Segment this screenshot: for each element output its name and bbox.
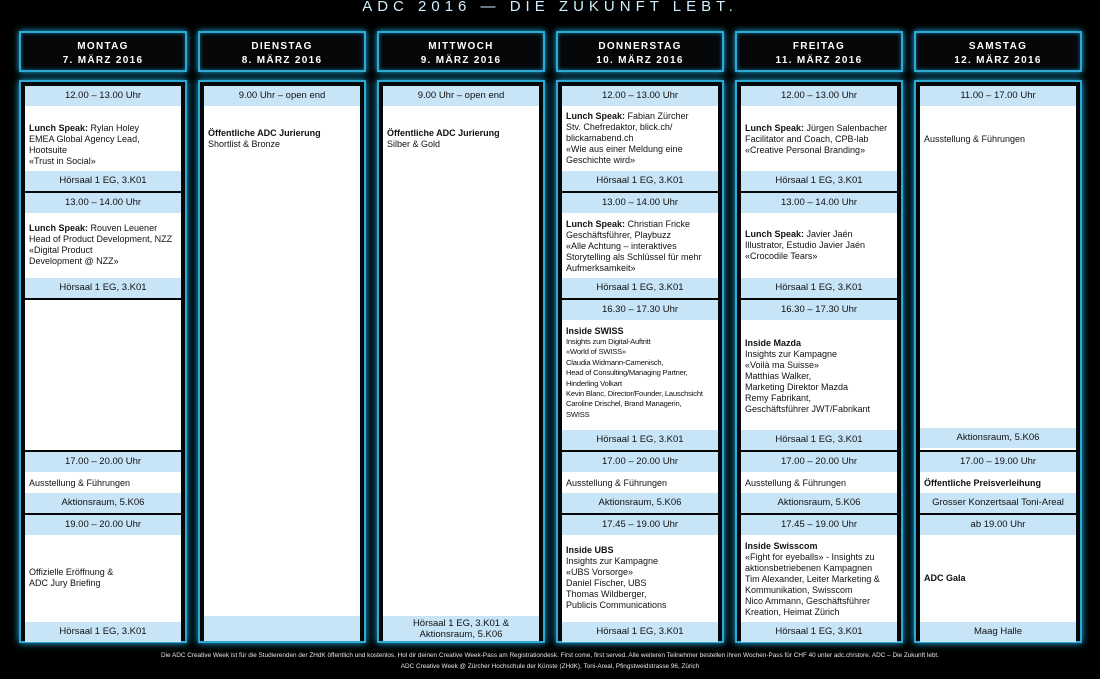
event-label: Öffentliche Preisverleihung <box>924 478 1042 488</box>
time-bar: 17.45 – 19.00 Uhr <box>741 515 897 535</box>
event-line: Thomas Wildberger, <box>566 589 647 599</box>
event-label: Inside Mazda <box>745 338 802 348</box>
event-line: Shortlist & Bronze <box>208 139 281 149</box>
event-label: Inside SWISS <box>566 326 624 336</box>
event-line: Nico Ammann, Geschäftsführer <box>745 596 871 606</box>
event-label: Öffentliche ADC Jurierung <box>208 128 321 138</box>
day-date: 9. MÄRZ 2016 <box>420 55 502 66</box>
event-line: «Fight for eyeballs» - Insights zu <box>745 552 875 562</box>
event-slot <box>25 450 181 513</box>
day-date: 12. MÄRZ 2016 <box>954 55 1042 66</box>
event-line: Geschichte wird» <box>566 155 636 165</box>
event-label: Lunch Speak: <box>29 223 89 233</box>
event-details <box>745 338 894 415</box>
day-date: 8. MÄRZ 2016 <box>241 55 323 66</box>
time-bar: 13.00 – 14.00 Uhr <box>562 193 718 213</box>
location-bar: Maag Halle <box>920 622 1076 642</box>
location-line: Hörsaal 1 EG, 3.K01 & <box>412 618 510 629</box>
event-line: Claudia Widmann-Camenisch, <box>566 357 664 367</box>
event-line: Marketing Direktor Mazda <box>745 382 849 392</box>
event-details <box>29 123 178 167</box>
schedule-column-friday <box>735 80 903 643</box>
event-slot <box>741 298 897 450</box>
event-details <box>566 111 715 166</box>
event-line: Kreation, Heimat Zürich <box>745 607 840 617</box>
location-bar: Aktionsraum, 5.K06 <box>920 428 1076 448</box>
day-date: 11. MÄRZ 2016 <box>775 55 863 66</box>
time-bar: 16.30 – 17.30 Uhr <box>562 300 718 320</box>
event-line: Publicis Communications <box>566 600 667 610</box>
time-bar: 17.00 – 20.00 Uhr <box>741 452 897 472</box>
day-header-friday <box>735 31 903 72</box>
event-slot <box>920 513 1076 641</box>
schedule-column-saturday <box>914 80 1082 643</box>
speaker-name: Fabian Zürcher <box>625 111 689 121</box>
event-line: «Digital Product <box>29 245 93 255</box>
time-bar: 19.00 – 20.00 Uhr <box>25 515 181 535</box>
event-label: Lunch Speak: <box>566 111 626 121</box>
schedule-column-monday <box>19 80 187 643</box>
day-header-thursday <box>556 31 724 72</box>
event-line: Geschäftsführer, Playbuzz <box>566 230 672 240</box>
event-line: «Voilà ma Suisse» <box>745 360 820 370</box>
location-bar: Hörsaal 1 EG, 3.K01 <box>741 278 897 298</box>
event-slot <box>383 86 539 641</box>
event-line: «Wie aus einer Meldung eine <box>566 144 683 154</box>
event-details: Ausstellung & Führungen <box>29 478 131 488</box>
event-line: Geschäftsführer JWT/Fabrikant <box>745 404 871 414</box>
day-name: SAMSTAG <box>968 41 1028 52</box>
event-slot <box>562 298 718 450</box>
event-line: Offizielle Eröffnung & <box>29 567 114 577</box>
time-bar: 12.00 – 13.00 Uhr <box>562 86 718 106</box>
event-details <box>566 219 715 274</box>
event-line: «Alle Achtung – interaktives <box>566 241 677 251</box>
location-bar: Hörsaal 1 EG, 3.K01 <box>25 171 181 191</box>
event-line: aktionsbetriebenen Kampagnen <box>745 563 873 573</box>
day-header-wednesday <box>377 31 545 72</box>
event-slot <box>562 450 718 513</box>
time-bar: ab 19.00 Uhr <box>920 515 1076 535</box>
event-line: Kevin Blanc, Director/Founder, Lauschsicht <box>566 389 703 399</box>
time-bar: 11.00 – 17.00 Uhr <box>920 86 1076 106</box>
event-line: Aufmerksamkeit» <box>566 263 636 273</box>
event-slot <box>741 450 897 513</box>
page-title: ADC 2016 — DIE ZUKUNFT LEBT. <box>362 0 738 15</box>
event-line: Kommunikation, Swisscom <box>745 585 853 595</box>
event-details: Ausstellung & Führungen <box>566 478 668 488</box>
event-details <box>387 128 536 150</box>
schedule-column-tuesday <box>198 80 366 643</box>
event-label: Lunch Speak: <box>29 123 89 133</box>
location-bar <box>383 616 539 641</box>
location-bar: Aktionsraum, 5.K06 <box>741 493 897 513</box>
event-line: Insights zum Digital-Auftritt <box>566 337 651 346</box>
day-name: MITTWOCH <box>428 41 494 52</box>
day-name: MONTAG <box>77 41 129 52</box>
location-bar: Hörsaal 1 EG, 3.K01 <box>741 622 897 642</box>
event-slot <box>562 86 718 191</box>
empty-slot <box>25 298 181 450</box>
location-bar-empty <box>204 616 360 641</box>
event-line: Storytelling als Schlüssel für mehr <box>566 252 702 262</box>
time-bar: 16.30 – 17.30 Uhr <box>741 300 897 320</box>
event-line: Facilitator and Coach, CPB-lab <box>745 134 869 144</box>
day-date: 7. MÄRZ 2016 <box>62 55 144 66</box>
day-header-saturday <box>914 31 1082 72</box>
event-slot <box>25 191 181 298</box>
event-slot <box>25 86 181 191</box>
event-line: Development @ NZZ» <box>29 256 119 266</box>
event-slot <box>741 86 897 191</box>
event-line: «UBS Vorsorge» <box>566 567 634 577</box>
event-line: «Creative Personal Branding» <box>745 145 866 155</box>
event-details <box>924 573 1073 584</box>
time-bar: 17.00 – 19.00 Uhr <box>920 452 1076 472</box>
location-bar: Hörsaal 1 EG, 3.K01 <box>562 430 718 450</box>
day-header-tuesday <box>198 31 366 72</box>
event-details <box>924 478 1073 489</box>
event-line: ADC Jury Briefing <box>29 578 101 588</box>
location-bar: Hörsaal 1 EG, 3.K01 <box>562 278 718 298</box>
event-label: Öffentliche ADC Jurierung <box>387 128 500 138</box>
time-bar: 12.00 – 13.00 Uhr <box>25 86 181 106</box>
event-line: blickamabend.ch <box>566 133 634 143</box>
event-label: Inside UBS <box>566 545 614 555</box>
location-bar: Hörsaal 1 EG, 3.K01 <box>25 622 181 642</box>
event-details <box>745 229 894 262</box>
event-slot <box>741 191 897 298</box>
speaker-name: Christian Fricke <box>625 219 691 229</box>
event-line: «Trust in Social» <box>29 156 96 166</box>
event-label: ADC Gala <box>924 573 966 583</box>
speaker-name: Rylan Holey <box>88 123 140 133</box>
event-slot <box>562 513 718 641</box>
footer-address: ADC Creative Week @ Zürcher Hochschule der Künste (ZHdK), Toni-Areal, Pfingstweidstrasse 96, Zürich <box>400 663 700 670</box>
event-details <box>208 128 357 150</box>
event-label: Inside Swisscom <box>745 541 818 551</box>
event-line: Head of Consulting/Managing Partner, <box>566 368 688 378</box>
event-line: Daniel Fischer, UBS <box>566 578 647 588</box>
event-line: Silber & Gold <box>387 139 441 149</box>
event-slot <box>741 513 897 641</box>
speaker-name: Javier Jaén <box>804 229 853 239</box>
event-details: Ausstellung & Führungen <box>924 134 1026 144</box>
event-line: Caroline Drischel, Brand Managerin, <box>566 399 682 409</box>
event-label: Lunch Speak: <box>745 123 805 133</box>
time-bar: 17.00 – 20.00 Uhr <box>25 452 181 472</box>
time-bar: 17.00 – 20.00 Uhr <box>562 452 718 472</box>
event-line: «Crocodile Tears» <box>745 251 818 261</box>
event-line: Matthias Walker, <box>745 371 812 381</box>
location-bar: Hörsaal 1 EG, 3.K01 <box>741 171 897 191</box>
location-line: Aktionsraum, 5.K06 <box>419 629 503 640</box>
event-details <box>566 326 715 420</box>
event-slot <box>204 86 360 641</box>
event-line: Head of Product Development, NZZ <box>29 234 173 244</box>
event-slot <box>920 86 1076 450</box>
event-line: EMEA Global Agency Lead, Hootsuite <box>29 134 140 155</box>
event-line: Insights zur Kampagne <box>745 349 838 359</box>
location-bar: Hörsaal 1 EG, 3.K01 <box>25 278 181 298</box>
day-header-monday <box>19 31 187 72</box>
event-details: Ausstellung & Führungen <box>745 478 847 488</box>
event-line: Tim Alexander, Leiter Marketing & <box>745 574 880 584</box>
event-line: SWISS <box>566 409 590 419</box>
time-bar: 9.00 Uhr – open end <box>204 86 360 106</box>
event-label: Lunch Speak: <box>566 219 626 229</box>
speaker-name: Rouven Leuener <box>88 223 158 233</box>
time-bar: 9.00 Uhr – open end <box>383 86 539 106</box>
day-name: FREITAG <box>792 41 846 52</box>
event-line: «World of SWISS» <box>566 347 626 357</box>
event-line: Hinderling Volkart <box>566 378 622 388</box>
event-slot <box>920 450 1076 513</box>
event-line: Insights zur Kampagne <box>566 556 659 566</box>
schedule-column-thursday <box>556 80 724 643</box>
event-slot <box>25 513 181 641</box>
event-details <box>566 545 715 611</box>
location-bar: Aktionsraum, 5.K06 <box>562 493 718 513</box>
location-bar: Hörsaal 1 EG, 3.K01 <box>562 622 718 642</box>
day-date: 10. MÄRZ 2016 <box>596 55 684 66</box>
day-name: DONNERSTAG <box>598 41 682 52</box>
day-name: DIENSTAG <box>251 41 313 52</box>
time-bar: 13.00 – 14.00 Uhr <box>25 193 181 213</box>
schedule-column-wednesday <box>377 80 545 643</box>
event-label: Lunch Speak: <box>745 229 805 239</box>
footer-note: Die ADC Creative Week ist für die Studierenden der ZHdK öffentlich und kostenlos. Hol dir deinen Creative Week-Pass am Registrationdesk. First come, first served. Alle weiteren Teilnehmer bestellen ihren Wochen-Pass für CHF 40 unter adc.ch/store. ADC – Die Zukunft lebt. <box>160 652 939 659</box>
location-bar: Hörsaal 1 EG, 3.K01 <box>741 430 897 450</box>
event-line: Illustrator, Estudio Javier Jaén <box>745 240 866 250</box>
event-slot <box>562 191 718 298</box>
event-details <box>29 223 178 267</box>
event-details <box>745 123 894 156</box>
location-bar: Aktionsraum, 5.K06 <box>25 493 181 513</box>
event-details <box>29 567 178 589</box>
event-line: Stv. Chefredaktor, blick.ch/ <box>566 122 673 132</box>
time-bar: 12.00 – 13.00 Uhr <box>741 86 897 106</box>
speaker-name: Jürgen Salenbacher <box>804 123 888 133</box>
location-bar: Hörsaal 1 EG, 3.K01 <box>562 171 718 191</box>
location-bar: Grosser Konzertsaal Toni-Areal <box>920 493 1076 513</box>
time-bar: 13.00 – 14.00 Uhr <box>741 193 897 213</box>
event-line: Remy Fabrikant, <box>745 393 812 403</box>
time-bar: 17.45 – 19.00 Uhr <box>562 515 718 535</box>
event-details <box>745 541 894 618</box>
